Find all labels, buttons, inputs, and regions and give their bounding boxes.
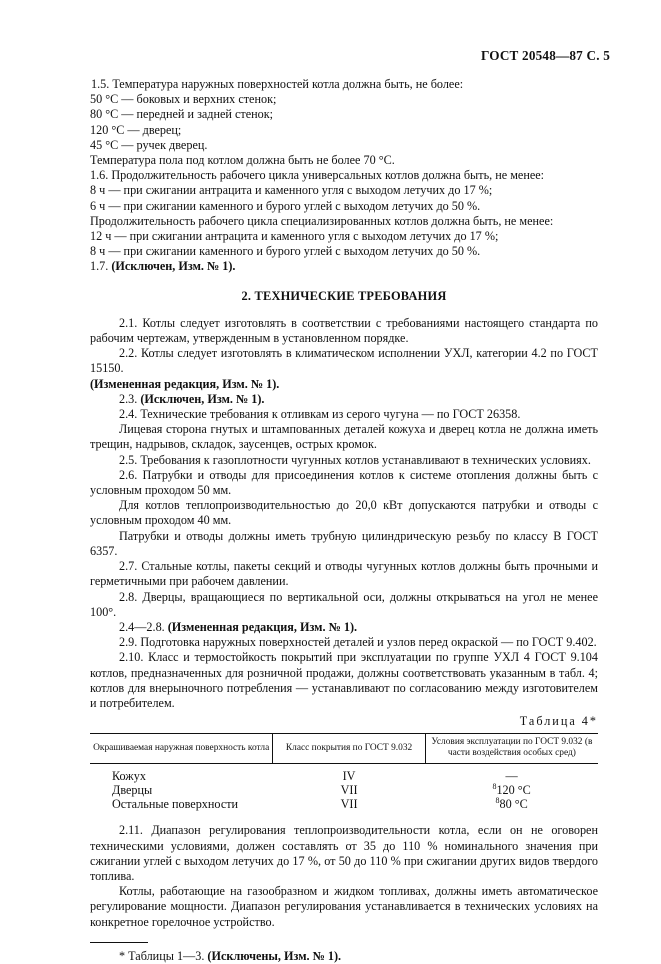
paragraph-1-7 xyxy=(90,259,598,274)
text-line: 80 °С — передней и задней стенок; xyxy=(90,107,274,122)
paragraph-2-6: 2.6. Патрубки и отводы для присоединения котлов к системе отопления должны быть с условным проходом 50 мм. xyxy=(90,467,598,498)
table-label: Таблица 4* xyxy=(519,714,598,729)
footnote-revision: (Исключены, Изм. № 1). xyxy=(207,948,342,963)
paragraph-2-5: 2.5. Требования к газоплотности чугунных котлов устанавливают в технических условиях. xyxy=(119,452,591,467)
text-line: Продолжительность рабочего цикла специализированных котлов должна быть, не менее: xyxy=(90,213,554,228)
text-line: 45 °С — ручек дверец. xyxy=(90,137,208,152)
paragraph-2-10: 2.10. Класс и термостойкость покрытий при эксплуатации по группе УХЛ 4 ГОСТ 9.104 котлов, предназначенных для розничной продажи, должны соответствовать указанным в табл. 4; котлов для внерыночного потребления — устанавливают по согласованию между изготовителем и потребителем. xyxy=(90,650,598,710)
table-header-row xyxy=(90,734,598,764)
paragraph-number: 1.7. xyxy=(90,259,109,274)
paragraph-2-4: 2.4. Технические требования к отливкам из серого чугуна — по ГОСТ 26358. xyxy=(119,407,521,422)
text-line: 8 ч — при сжигании каменного и бурого углей с выходом летучих до 50 %. xyxy=(90,244,481,259)
paragraph-2-11-b: Котлы, работающие на газообразном и жидком топливах, должны иметь автоматическое регулирование мощности. Диапазон регулирования устанавливается в технических условиях на конкретное горелочное устройство. xyxy=(90,884,598,929)
table-cell: Кожух xyxy=(112,769,146,784)
table-row xyxy=(90,783,598,797)
paragraph-2-6-c: Патрубки и отводы должны иметь трубную цилиндрическую резьбу по классу В ГОСТ 6357. xyxy=(90,528,598,558)
footnote xyxy=(90,949,598,964)
text-line: 8 ч — при сжигании антрацита и каменного угля с выходом летучих до 17 %; xyxy=(90,183,493,198)
paragraph-2-7: 2.7. Стальные котлы, пакеты секций и отводы чугунных котлов должны быть прочными и герметичными при рабочем давлении. xyxy=(90,559,598,589)
body-text xyxy=(90,77,598,964)
page-header: ГОСТ 20548—87 С. 5 xyxy=(480,48,610,63)
revision-note xyxy=(90,377,598,392)
text-line: Температура пола под котлом должна быть не более 70 °С. xyxy=(90,153,395,168)
column-header: Класс покрытия по ГОСТ 9.032 xyxy=(273,734,425,764)
cell-value: 80 °С xyxy=(499,797,528,812)
paragraph-2-2: 2.2. Котлы следует изготовлять в климатическом исполнении УХЛ, категории 4.2 по ГОСТ 15150. xyxy=(90,346,598,376)
footnote-text: * Таблицы 1—3. xyxy=(119,948,205,963)
paragraph-number: 2.4—2.8. xyxy=(119,619,165,634)
revision-note: (Исключен, Изм. № 1). xyxy=(111,259,236,274)
paragraph-2-4-b: Лицевая сторона гнутых и штампованных деталей кожуха и дверец котла не должна иметь трещин, надрывов, складок, заусенцев, острых кромок. xyxy=(90,422,598,452)
footnote-divider xyxy=(90,942,148,943)
column-header: Условия эксплуатации по ГОСТ 9.032 (в части воздействия особых сред) xyxy=(425,734,598,764)
superscript: 8 xyxy=(492,782,497,792)
table-row xyxy=(90,764,598,784)
paragraph-2-9: 2.9. Подготовка наружных поверхностей деталей и узлов перед окраской — по ГОСТ 9.402. xyxy=(119,635,597,650)
paragraph-number: 2.3. xyxy=(119,391,138,406)
revision-note: (Измененная редакция, Изм. № 1). xyxy=(167,619,358,634)
table-cell xyxy=(425,783,598,797)
revision-note: (Исключен, Изм. № 1). xyxy=(140,391,265,406)
text-line: 6 ч — при сжигании каменного и бурого углей с выходом летучих до 50 %. xyxy=(90,198,481,213)
table-cell: IV xyxy=(342,769,356,784)
paragraph-2-1: 2.1. Котлы следует изготовлять в соответствии с требованиями настоящего стандарта по рабочим чертежам, утвержденным в установленном порядке. xyxy=(90,315,598,346)
table-cell xyxy=(425,797,598,811)
paragraph-2-11: 2.11. Диапазон регулирования теплопроизводительности котла, если он не оговорен техническими условиями, должен составлять от 35 до 110 % номинального значения при сжигании углей с выходом летучих до 17 %, от 50 до 110 % при сжигании других видов твердого топлива. xyxy=(90,823,598,883)
table-cell: VII xyxy=(340,783,358,798)
paragraph-2-8: 2.8. Дверцы, вращающиеся по вертикальной оси, должны открываться на угол не менее 100°. xyxy=(90,589,598,619)
text-line: 12 ч — при сжигании антрацита и каменного угля с выходом летучих до 17 %; xyxy=(90,229,499,244)
paragraph-2-3 xyxy=(90,392,598,407)
table-cell: Остальные поверхности xyxy=(112,797,239,812)
cell-value: — xyxy=(505,769,518,784)
cell-value: 120 °С xyxy=(496,783,531,798)
text-line: 50 °С — боковых и верхних стенок; xyxy=(90,92,277,107)
table-cell: Дверцы xyxy=(112,783,153,798)
table-cell: VII xyxy=(340,797,358,812)
table-row xyxy=(90,797,598,811)
text-line: 1.6. Продолжительность рабочего цикла универсальных котлов должна быть, не менее: xyxy=(90,168,545,183)
revision-note-text: (Измененная редакция, Изм. № 1). xyxy=(90,376,280,391)
text-line: 1.5. Температура наружных поверхностей котла должна быть, не более: xyxy=(91,77,464,91)
column-header: Окрашиваемая наружная поверхность котла xyxy=(90,734,273,764)
text-line: 120 °С — дверец; xyxy=(90,122,182,137)
section-title: 2. ТЕХНИЧЕСКИЕ ТРЕБОВАНИЯ xyxy=(241,288,447,303)
table-cell xyxy=(425,764,598,784)
superscript: 8 xyxy=(495,796,500,806)
paragraph-2-4-2-8-note xyxy=(90,620,598,635)
paragraph-2-6-b: Для котлов теплопроизводительностью до 20,0 кВт допускаются патрубки и отводы с условным проходом 40 мм. xyxy=(90,498,598,528)
coating-table xyxy=(90,733,598,811)
